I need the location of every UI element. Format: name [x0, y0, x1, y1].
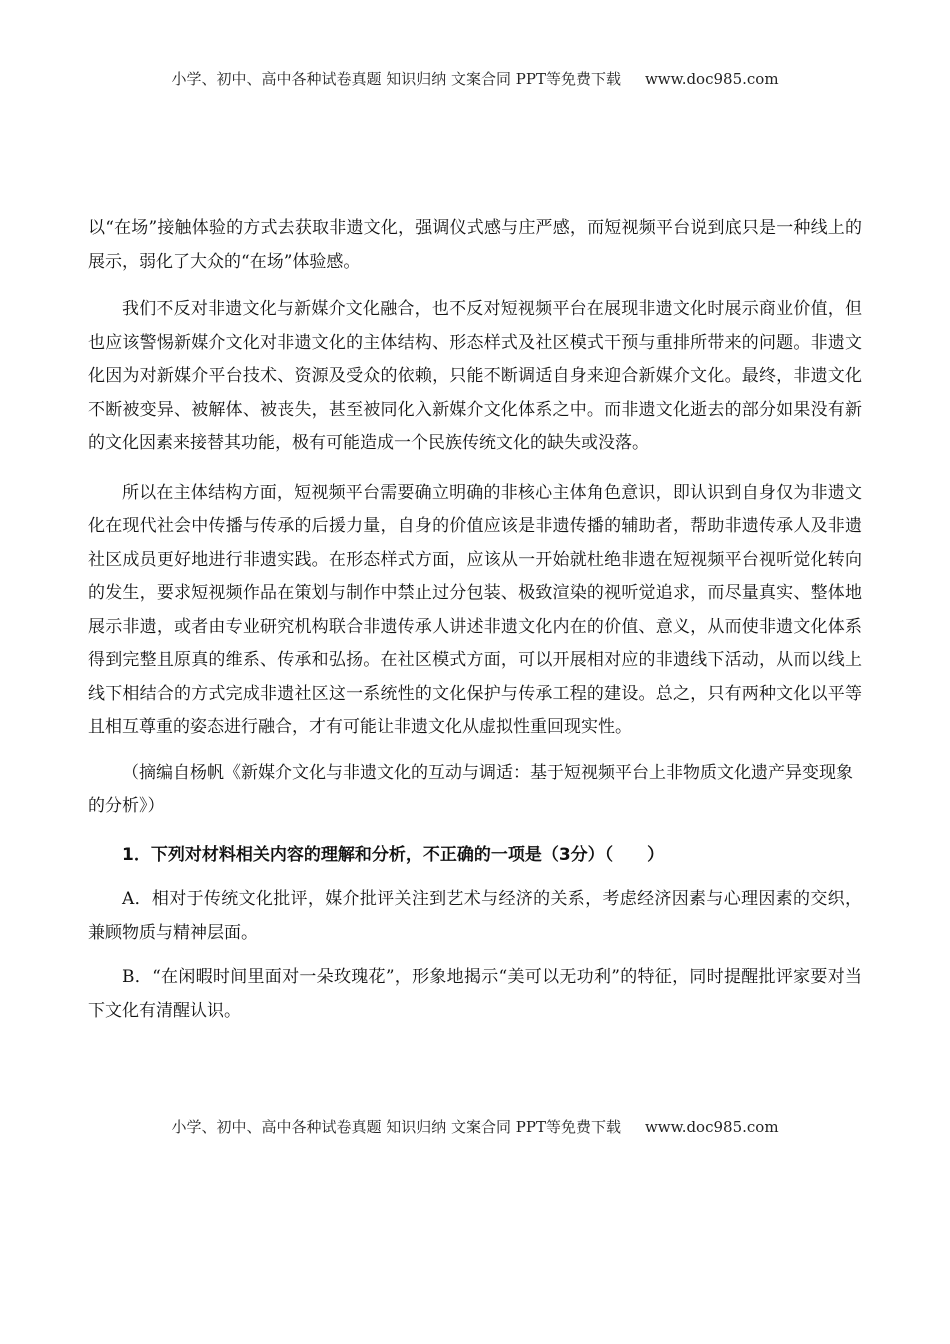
- source-citation: （摘编自杨帆《新媒介文化与非遗文化的互动与调适：基于短视频平台上非物质文化遗产异变现象的分析》）: [88, 762, 853, 816]
- page-header: [0, 68, 950, 89]
- document-body: [88, 212, 862, 1028]
- option-a: A．相对于传统文化批评，媒介批评关注到艺术与经济的关系，考虑经济因素与心理因素的交织，兼顾物质与精神层面。: [88, 888, 862, 943]
- paragraph-3: 所以在主体结构方面，短视频平台需要确立明确的非核心主体角色意识，即认识到自身仅为非遗文化在现代社会中传播与传承的后援力量，自身的价值应该是非遗传播的辅助者，帮助非遗传承人及非遗社区成员更好地进行非遗实践。在形态样式方面，应该从一开始就杜绝非遗在短视频平台视听觉化转向的发生，要求短视频作品在策划与制作中禁止过分包装、极致渲染的视听觉追求，而尽量真实、整体地展示非遗，或者由专业研究机构联合非遗传承人讲述非遗文化内在的价值、意义，从而使非遗文化体系得到完整且原真的维系、传承和弘扬。在社区模式方面，可以开展相对应的非遗线下活动，从而以线上线下相结合的方式完成非遗社区这一系统性的文化保护与传承工程的建设。总之，只有两种文化以平等且相互尊重的姿态进行融合，才有可能让非遗文化从虚拟性重回现实性。: [88, 482, 862, 737]
- footer-text: 小学、初中、高中各种试卷真题 知识归纳 文案合同 PPT等免费下载: [171, 1118, 621, 1136]
- header-url-link[interactable]: www.doc985.com: [644, 70, 779, 88]
- header-text: 小学、初中、高中各种试卷真题 知识归纳 文案合同 PPT等免费下载: [171, 70, 621, 88]
- footer-url-link[interactable]: www.doc985.com: [644, 1118, 779, 1136]
- option-b: B．“在闲暇时间里面对一朵玫瑰花”，形象地揭示“美可以无功利”的特征，同时提醒批评家要对当下文化有清醒认识。: [88, 966, 862, 1021]
- page-footer: [0, 1116, 950, 1137]
- paragraph-continuation: 以“在场”接触体验的方式去获取非遗文化，强调仪式感与庄严感，而短视频平台说到底只是一种线上的展示，弱化了大众的“在场”体验感。: [88, 218, 862, 272]
- paragraph-2: 我们不反对非遗文化与新媒介文化融合，也不反对短视频平台在展现非遗文化时展示商业价值，但也应该警惕新媒介文化对非遗文化的主体结构、形态样式及社区模式干预与重排所带来的问题。非遗文化因为对新媒介平台技术、资源及受众的依赖，只能不断调适自身来迎合新媒介文化。最终，非遗文化不断被变异、被解体、被丧失，甚至被同化入新媒介文化体系之中。而非遗文化逝去的部分如果没有新的文化因素来接替其功能，极有可能造成一个民族传统文化的缺失或没落。: [88, 299, 862, 453]
- question-1: 1．下列对材料相关内容的理解和分析，不正确的一项是（3分）（ ）: [122, 844, 665, 865]
